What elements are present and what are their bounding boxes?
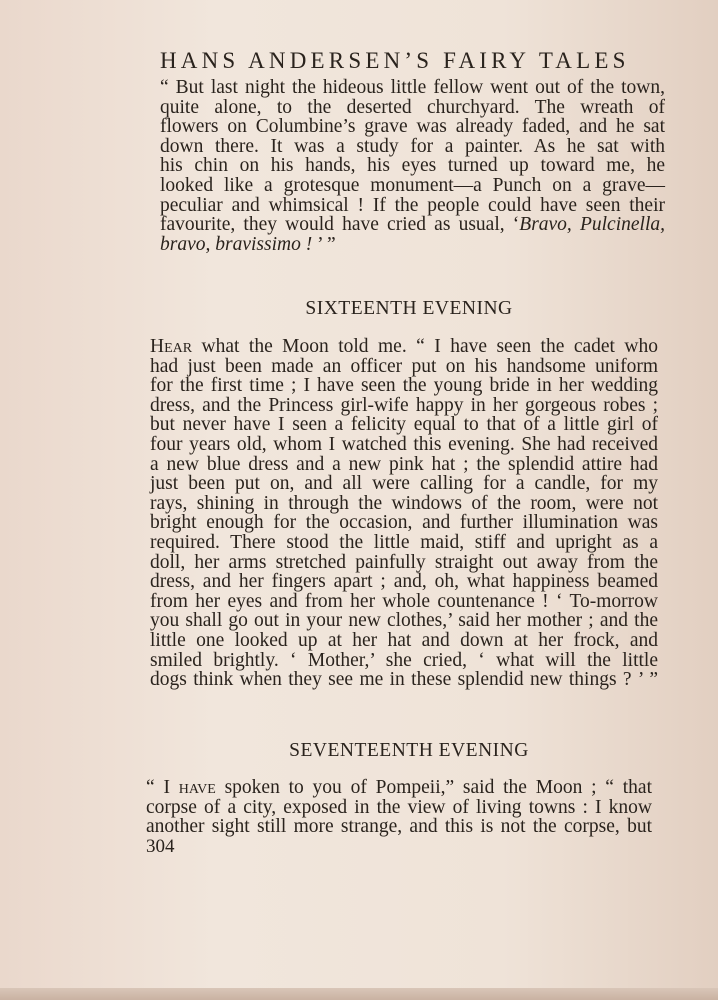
running-head: HANS ANDERSEN’S FAIRY TALES — [160, 48, 630, 73]
text-line: his chin on his hands, his eyes turned up toward me, he — [160, 155, 665, 177]
text-line: had just been made an officer put on his handsome uniform — [150, 355, 658, 377]
text-segment: “ I — [146, 777, 179, 798]
text-line: just been put on, and all were calling for a candle, for my — [150, 473, 658, 495]
text-line: four years old, whom I watched this evening. She had received — [150, 433, 658, 455]
text-segment-italic: bravo, bravissimo ! — [160, 233, 313, 255]
text-line: for the first time ; I have seen the young bride in her wedding — [150, 375, 658, 397]
text-line: little one looked up at her hat and down at her frock, and — [150, 629, 658, 651]
text-line: flowers on Columbine’s grave was already faded, and he sat — [160, 116, 665, 138]
text-line: bright enough for the occasion, and further illumination was — [150, 512, 658, 534]
paragraph-seventeenth-evening — [146, 778, 652, 837]
text-line: required. There stood the little maid, stiff and upright as a — [150, 531, 658, 553]
text-line: rays, shining in through the windows of the room, were not — [150, 492, 658, 514]
text-line: corpse of a city, exposed in the view of living towns : I know — [146, 796, 652, 818]
text-line: doll, her arms stretched painfully straight out away from the — [150, 551, 658, 573]
text-line: but never have I seen a felicity equal to that of a little girl of — [150, 414, 658, 436]
paragraph-fifteenth-ending — [160, 78, 665, 254]
text-line: down there. It was a study for a painter. As he sat with — [160, 135, 665, 157]
text-line: dress, and the Princess girl-wife happy in her gorgeous robes ; — [150, 394, 658, 416]
text-line: a new blue dress and a new pink hat ; the splendid attire had — [150, 453, 658, 475]
text-line: dogs think when they see me in these splendid new things ? ’ ” — [150, 669, 658, 691]
paragraph-sixteenth-evening — [150, 337, 658, 690]
lead-word: Hear — [150, 336, 193, 357]
text-line: another sight still more strange, and this is not the corpse, but — [146, 816, 652, 838]
text-line: you shall go out in your new clothes,’ said her mother ; and the — [150, 610, 658, 632]
lead-word: have — [178, 777, 216, 798]
text-segment: favourite, they would have cried as usual, ‘ — [160, 214, 520, 236]
text-segment: spoken to you of Pompeii,” said the Moon ; “ that — [215, 777, 652, 798]
text-line — [160, 215, 665, 235]
text-line: quite alone, to the deserted churchyard. The wreath of — [160, 96, 665, 118]
page-edge — [0, 988, 718, 1000]
text-line — [160, 235, 665, 255]
text-line — [146, 778, 652, 798]
text-line: “ But last night the hideous little fellow went out of the town, — [160, 77, 665, 98]
text-line: smiled brightly. ‘ Mother,’ she cried, ‘ what will the little — [150, 649, 658, 671]
text-segment: ’ ” — [312, 233, 336, 255]
section-heading: SEVENTEENTH EVENING — [289, 740, 529, 761]
page-number: 304 — [146, 836, 175, 857]
text-line: dress, and her fingers apart ; and, oh, what happiness beamed — [150, 571, 658, 593]
text-line: from her eyes and from her whole countenance ! ‘ To-morrow — [150, 590, 658, 612]
text-line: peculiar and whimsical ! If the people could have seen their — [160, 194, 665, 216]
text-line: looked like a grotesque monument—a Punch on a grave— — [160, 174, 665, 196]
text-segment-italic: Bravo, Pulcinella, — [519, 214, 665, 236]
text-line — [150, 337, 658, 357]
section-heading: SIXTEENTH EVENING — [305, 298, 513, 319]
text-segment: what the Moon told me. “ I have seen the cadet who — [192, 336, 658, 357]
